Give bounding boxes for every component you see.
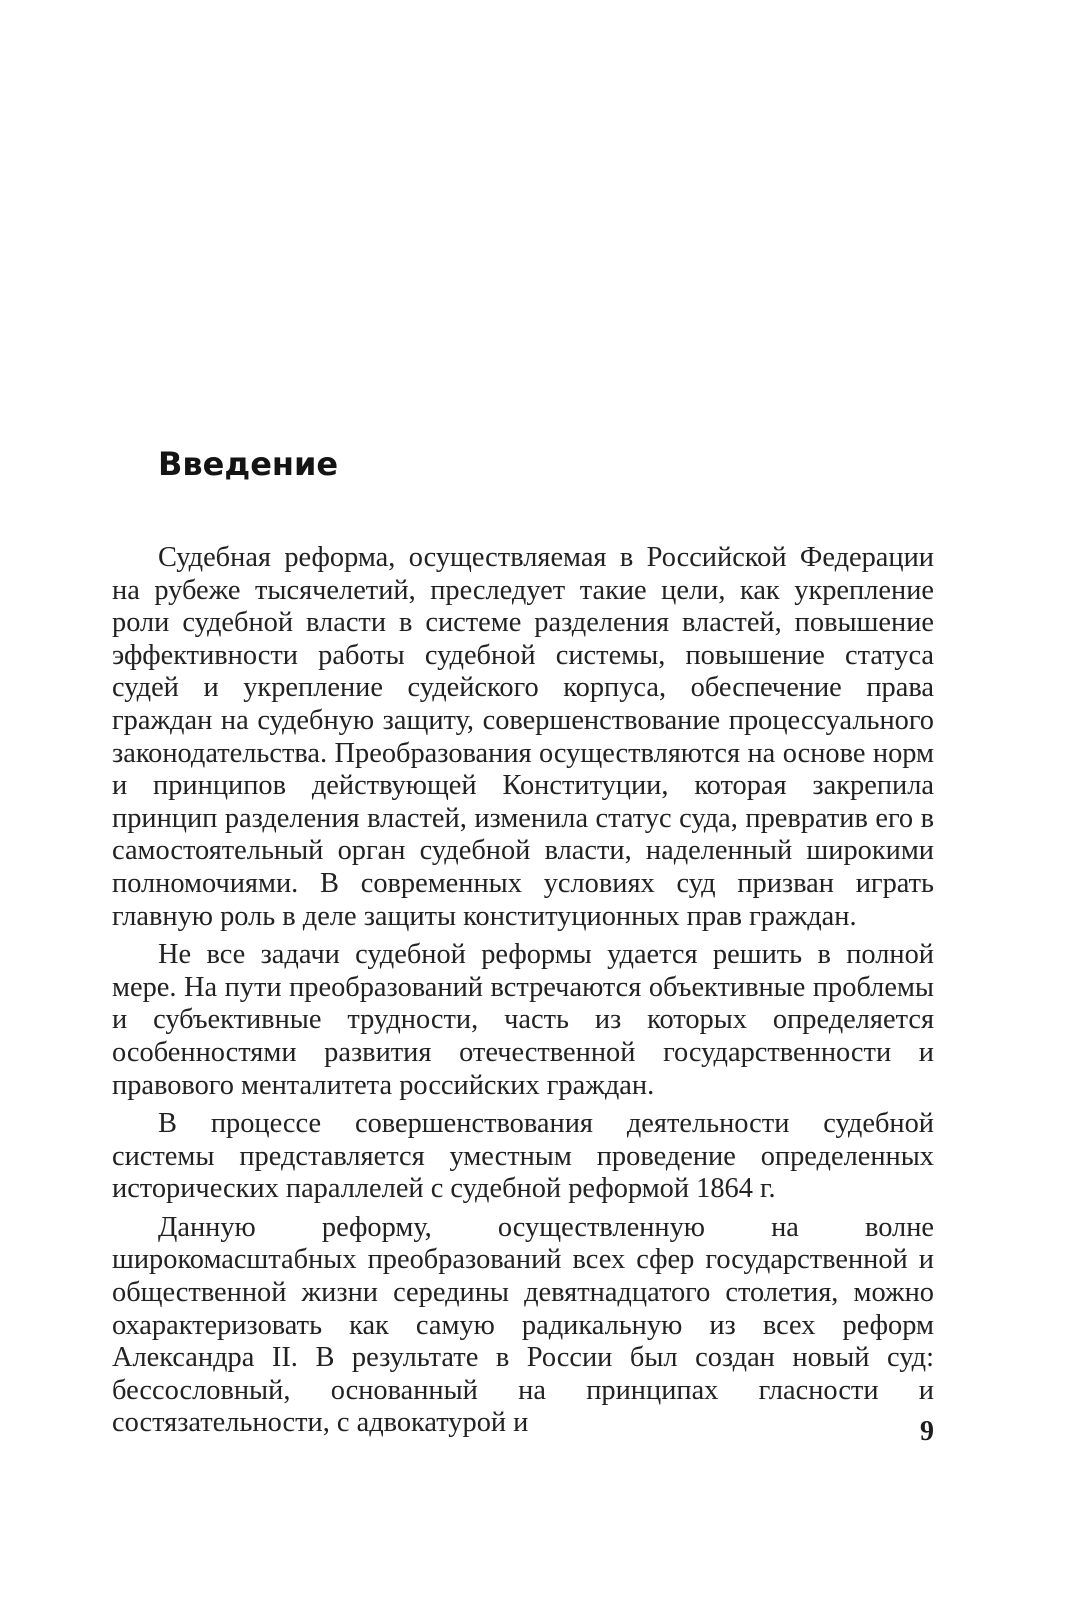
section-heading: Введение — [158, 445, 339, 483]
body-text — [112, 542, 934, 1446]
page-number: 9 — [920, 1416, 934, 1447]
paragraph: Данную реформу, осуществленную на волне широкомасштабных преобразований всех сфер государственной и общественной жизни середины девятнадцатого столетия, можно охарактеризовать как самую радикальную из всех реформ Александра II. В результате в России был создан новый суд: бессословный, основанный на принципах гласности и состязательности, с адвокатурой и — [112, 1211, 934, 1439]
paragraph: В процессе совершенствования деятельности судебной системы представляется уместным проведение определенных исторических параллелей с судебной реформой 1864 г. — [112, 1108, 934, 1205]
paragraph: Не все задачи судебной реформы удается решить в полной мере. На пути преобразований встречаются объективные проблемы и субъективные трудности, часть из которых определяется особенностями развития отечественной государственности и правового менталитета российских граждан. — [112, 939, 934, 1101]
paragraph: Судебная реформа, осуществляемая в Российской Федерации на рубеже тысячелетий, преследует такие цели, как укрепление роли судебной власти в системе разделения властей, повышение эффективности работы судебной системы, повышение статуса судей и укрепление судейского корпуса, обеспечение права граждан на судебную защиту, совершенствование процессуального законодательства. Преобразования осуществляются на основе норм и принципов действующей Конституции, которая закрепила принцип разделения властей, изменила статус суда, превратив его в самостоятельный орган судебной власти, наделенный широкими полномочиями. В современных условиях суд призван играть главную роль в деле защиты конституционных прав граждан. — [112, 542, 934, 932]
